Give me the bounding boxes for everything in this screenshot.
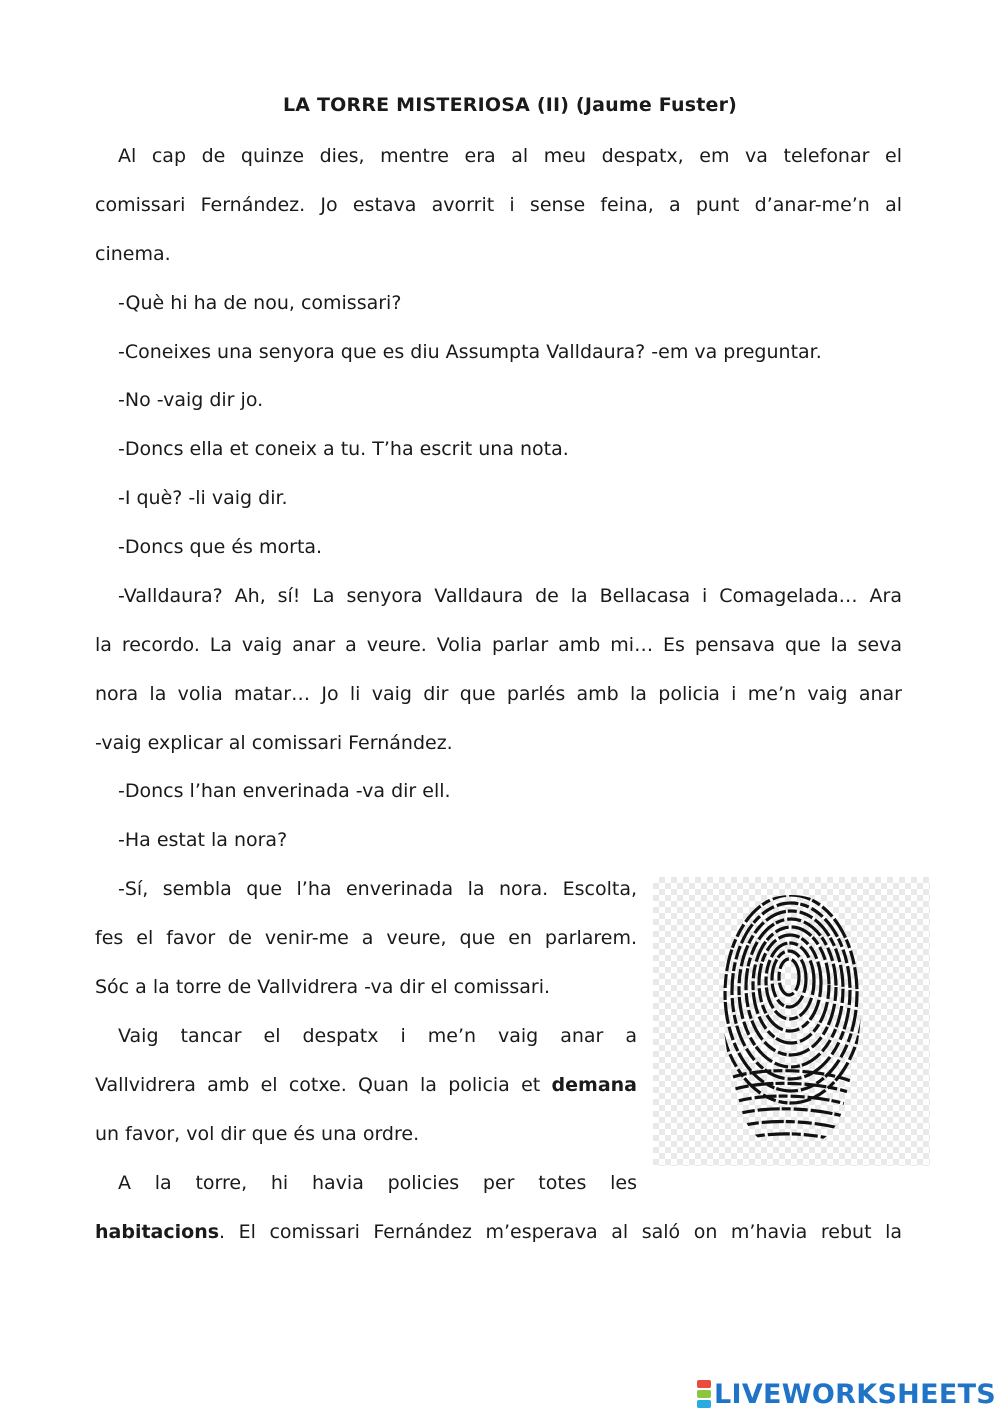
dialogue-line: -Coneixes una senyora que es diu Assumpta Valldaura? -em va preguntar. (118, 341, 822, 363)
paragraph-line: un favor, vol dir que és una ordre. (95, 1123, 420, 1145)
logo-mark-icon (697, 1379, 711, 1409)
paragraph-line: -Valldaura? Ah, sí! La senyora Valldaura de la Bellacasa i Comagelada… Ara (118, 585, 902, 607)
paragraph-line-with-bold (95, 1071, 637, 1099)
paragraph-line: comissari Fernández. Jo estava avorrit i sense feina, a punt d’anar-me’n al (95, 194, 902, 216)
dialogue-line: -I què? -li vaig dir. (118, 487, 288, 509)
paragraph-line-with-bold (95, 1218, 902, 1246)
paragraph-line: -Sí, sembla que l’ha enverinada la nora. Escolta, (118, 878, 637, 900)
paragraph-line: Sóc a la torre de Vallvidrera -va dir el comissari. (95, 976, 551, 998)
dialogue-line: -Doncs l’han enverinada -va dir ell. (118, 780, 451, 802)
paragraph-line: Al cap de quinze dies, mentre era al meu despatx, em va telefonar el (118, 145, 902, 167)
dialogue-line: -Ha estat la nora? (118, 829, 288, 851)
paragraph-line: la recordo. La vaig anar a veure. Volia parlar amb mi… Es pensava que la seva (95, 634, 902, 656)
fingerprint-icon (653, 877, 930, 1166)
liveworksheets-logo (697, 1376, 996, 1412)
fingerprint-image (653, 877, 930, 1166)
paragraph-line: fes el favor de venir-me a veure, que en parlarem. (95, 927, 637, 949)
dialogue-line: -Doncs ella et coneix a tu. T’ha escrit una nota. (118, 438, 569, 460)
paragraph-line: nora la volia matar… Jo li vaig dir que parlés amb la policia i me’n vaig anar (95, 683, 902, 705)
paragraph-line: -vaig explicar al comissari Fernández. (95, 732, 453, 754)
dialogue-line: -Què hi ha de nou, comissari? (118, 292, 402, 314)
paragraph-line: A la torre, hi havia policies per totes les (118, 1172, 637, 1194)
logo-text: LIVEWORKSHEETS (714, 1378, 997, 1410)
paragraph-line: Vaig tancar el despatx i me’n vaig anar a (118, 1025, 637, 1047)
bold-word-habitacions: habitacions (95, 1221, 220, 1243)
bold-word-demana: demana (551, 1074, 637, 1096)
line-text: Vallvidrera amb el cotxe. Quan la policia et (95, 1074, 552, 1096)
dialogue-line: -Doncs que és morta. (118, 536, 323, 558)
page-title: LA TORRE MISTERIOSA (II) (Jaume Fuster) (282, 94, 738, 116)
paragraph-line: cinema. (95, 243, 171, 265)
line-text: . El comissari Fernández m’esperava al saló on m’havia rebut la (219, 1221, 902, 1243)
dialogue-line: -No -vaig dir jo. (118, 389, 264, 411)
